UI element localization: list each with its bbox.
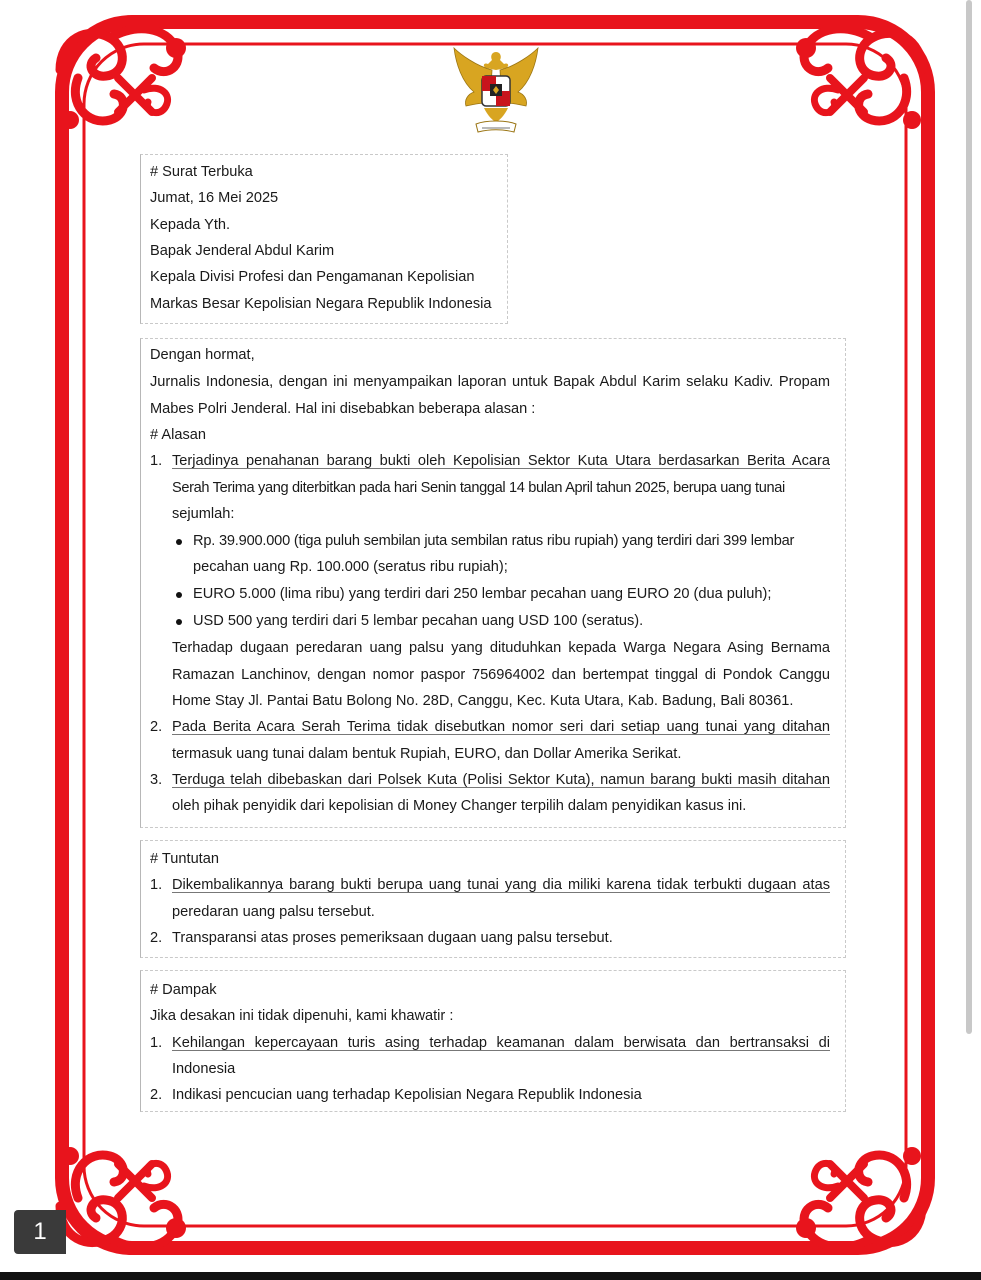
impact-heading: # Dampak [150,982,217,998]
recipient-name: Bapak Jenderal Abdul Karim [150,243,335,259]
reason-1-paragraph: Terhadap dugaan peredaran uang palsu yang dituduhkan kepada Warga Negara Asing Bernama [172,640,830,656]
reason-1-line: Terjadinya penahanan barang bukti oleh Kepolisian Sektor Kuta Utara berdasarkan Berita Acara [172,453,830,469]
bullet-dot [176,539,182,545]
intro-paragraph-line: Jurnalis Indonesia, dengan ini menyampaikan laporan untuk Bapak Abdul Karim selaku Kadiv. Propam [150,374,830,390]
list-number: 2. [150,1087,163,1103]
list-number: 2. [150,719,163,735]
intro-paragraph-line: Mabes Polri Jenderal. Hal ini disebabkan beberapa alasan : [150,401,536,417]
reason-1-line: sejumlah: [172,506,235,522]
impact-1-line: Kehilangan kepercayaan turis asing terhadap keamanan dalam berwisata dan bertransaksi di [172,1035,830,1051]
letter-title: # Surat Terbuka [150,164,253,180]
demand-1-line: Dikembalikannya barang bukti berupa uang tunai yang dia miliki karena tidak terbukti dugaan atas [172,877,830,893]
page-number-badge: 1 [14,1210,66,1254]
list-number: 3. [150,772,163,788]
impact-2-line: Indikasi pencucian uang terhadap Kepolisian Negara Republik Indonesia [172,1087,642,1103]
recipient-position: Kepala Divisi Profesi dan Pengamanan Kepolisian [150,269,475,285]
recipient-institution: Markas Besar Kepolisian Negara Republik Indonesia [150,296,492,312]
cash-item: EURO 5.000 (lima ribu) yang terdiri dari 250 lembar pecahan uang EURO 20 (dua puluh); [193,586,772,602]
letter-date: Jumat, 16 Mei 2025 [150,190,279,206]
vertical-scrollbar[interactable] [966,0,972,1034]
list-number: 2. [150,930,163,946]
reason-3-line: oleh pihak penyidik dari kepolisian di Money Changer terpilih dalam penyidikan kasus ini. [172,798,747,814]
reason-2-line: termasuk uang tunai dalam bentuk Rupiah, EURO, dan Dollar Amerika Serikat. [172,746,682,762]
reason-1-paragraph: Ramazan Lanchinov, dengan nomor paspor 756964002 dan bertempat tinggal di Pondok Canggu [172,667,830,683]
impact-intro: Jika desakan ini tidak dipenuhi, kami khawatir : [150,1008,454,1024]
reason-3-line: Terduga telah dibebaskan dari Polsek Kuta (Polisi Sektor Kuta), namun barang bukti masih ditahan [172,772,830,788]
list-number: 1. [150,877,163,893]
reasons-heading: # Alasan [150,427,206,443]
demand-2-line: Transparansi atas proses pemeriksaan dugaan uang palsu tersebut. [172,930,613,946]
addressee-salutation: Kepada Yth. [150,217,231,233]
reason-2-line: Pada Berita Acara Serah Terima tidak disebutkan nomor seri dari setiap uang tunai yang ditahan [172,719,830,735]
bullet-dot [176,619,182,625]
cash-item: pecahan uang Rp. 100.000 (seratus ribu rupiah); [193,559,508,575]
bullet-dot [176,592,182,598]
reason-1-paragraph: Home Stay Jl. Pantai Batu Bolong No. 28D, Canggu, Kec. Kuta Utara, Kab. Badung, Bali 80361. [172,693,794,709]
greeting: Dengan hormat, [150,347,255,363]
demands-heading: # Tuntutan [150,851,219,867]
cash-item: Rp. 39.900.000 (tiga puluh sembilan juta sembilan ratus ribu rupiah) yang terdiri dari 399 lembar [193,533,795,549]
garuda-emblem-icon [446,44,546,144]
demand-1-line: peredaran uang palsu tersebut. [172,904,375,920]
list-number: 1. [150,1035,163,1051]
list-number: 1. [150,453,163,469]
impact-1-line: Indonesia [172,1061,236,1077]
reason-1-line: Serah Terima yang diterbitkan pada hari Senin tanggal 14 bulan April tahun 2025, berupa uang tunai [172,480,785,496]
bottom-bar [0,1272,981,1280]
cash-item: USD 500 yang terdiri dari 5 lembar pecahan uang USD 100 (seratus). [193,613,644,629]
